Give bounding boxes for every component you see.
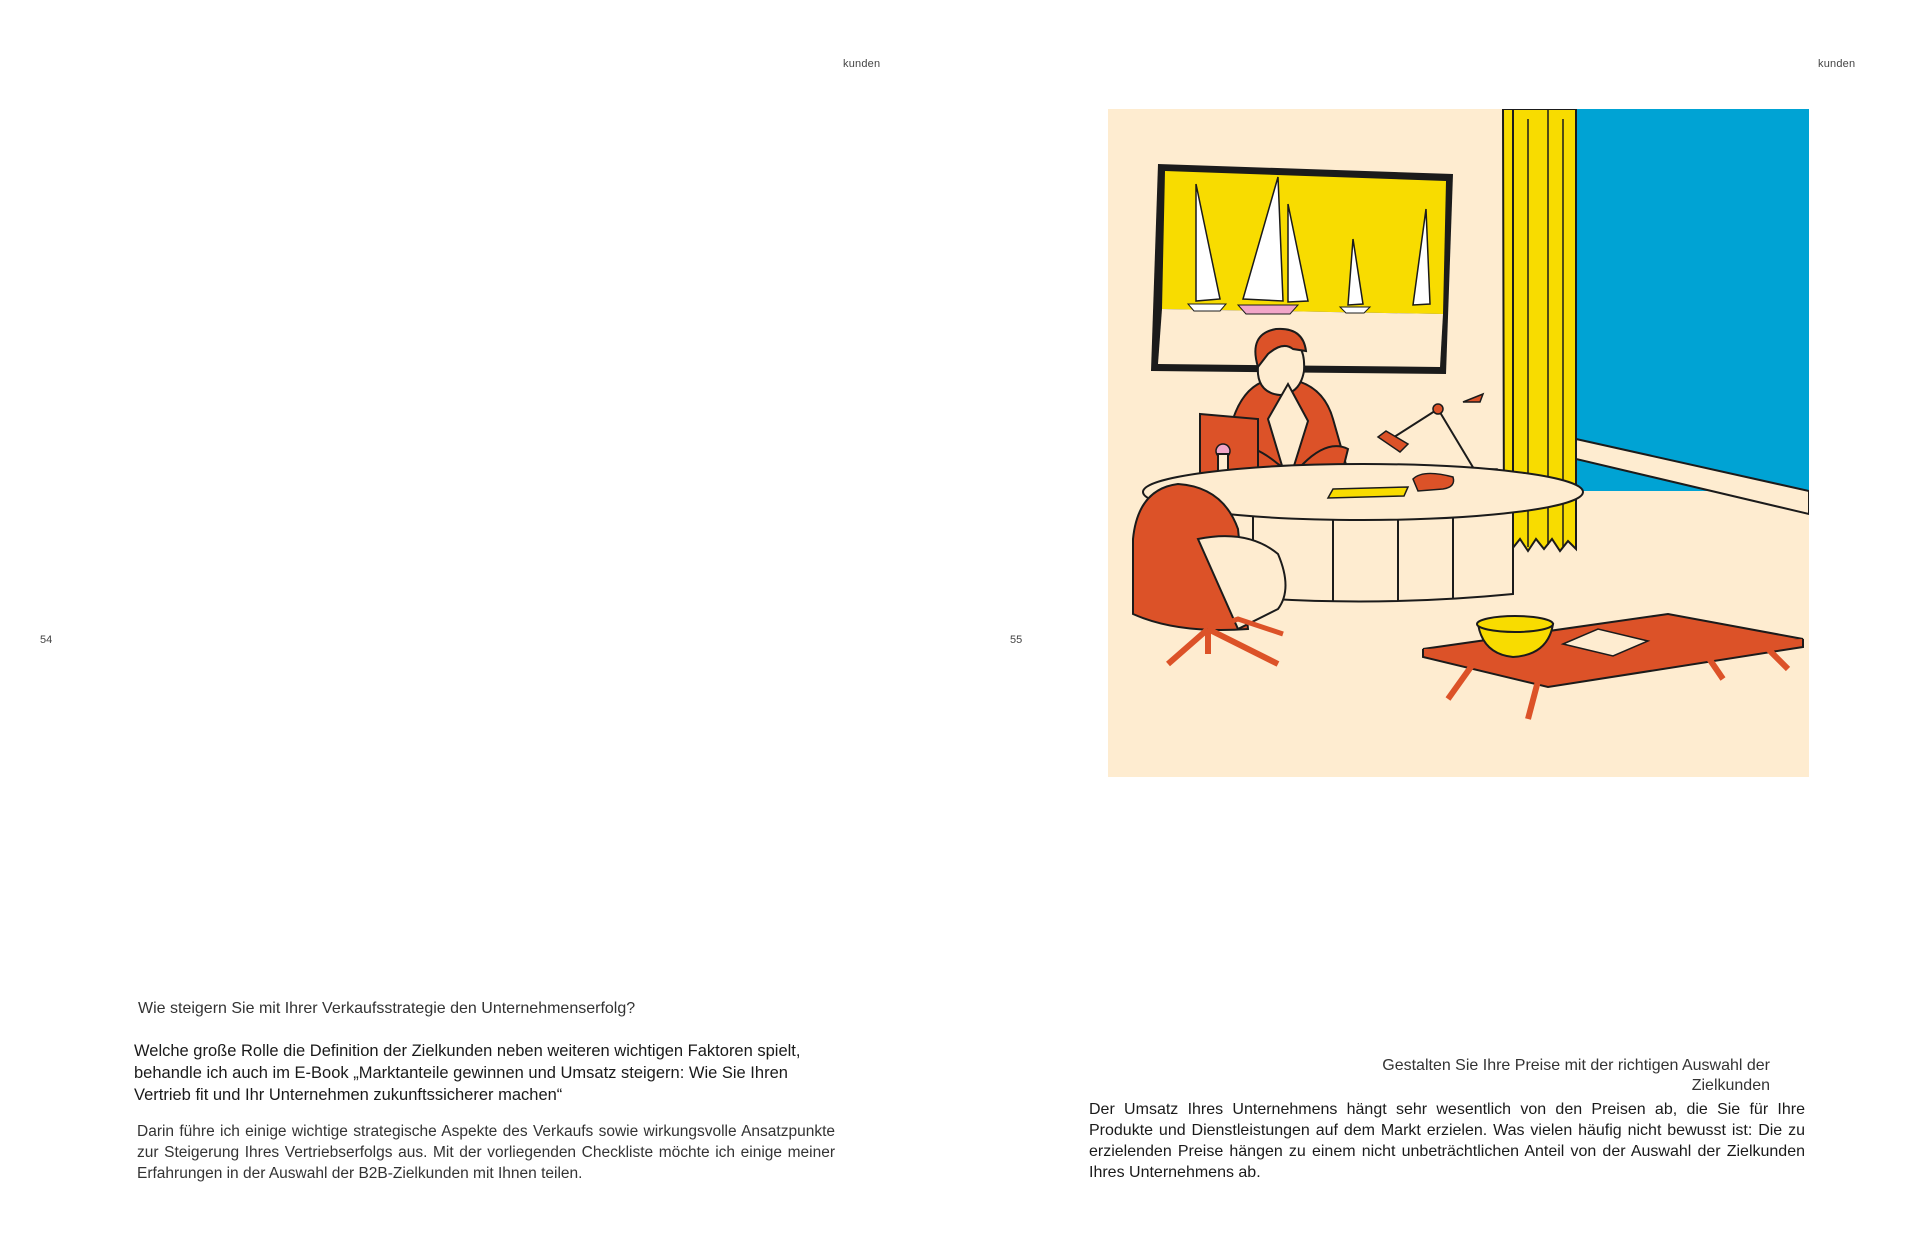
right-page [960, 0, 1920, 1252]
section-subheading: Wie steigern Sie mit Ihrer Verkaufsstrategie den Unternehmenserfolg? [138, 1000, 636, 1017]
page-number: 54 [40, 634, 53, 646]
running-head: kunden [1818, 58, 1856, 70]
section-subheading: Gestalten Sie Ihre Preise mit der richtigen Auswahl der Zielkunden [1382, 1057, 1770, 1094]
page-number: 55 [1010, 634, 1023, 646]
body-paragraph: Darin führe ich einige wichtige strategische Aspekte des Verkaufs sowie wirkungsvolle Ansatzpunkte zur Steigerung Ihres Vertriebserfolgs aus. Mit der vorliegenden Checkliste möchte ich einige meiner Erfahrungen in der Auswahl der B2B-Zielkunden mit Ihnen teilen. [137, 1123, 835, 1182]
lead-paragraph: Welche große Rolle die Definition der Zielkunden neben weiteren wichtigen Faktoren spielt, behandle ich auch im E-Book „Marktanteile gewinnen und Umsatz steigern: Wie Sie Ihren Vertrieb fit und Ihr Unternehmen zukunftssicherer machen“ [134, 1042, 801, 1104]
body-paragraph: Der Umsatz Ihres Unternehmens hängt sehr wesentlich von den Preisen ab, die Sie für Ihre Produkte und Dienstleistungen auf dem Markt erzielen. Was vielen häufig nicht bewusst ist: Die zu erzielenden Preise hängen zu einem nicht unbeträchtlichen Anteil von der Auswahl der Zielkunden Ihres Unternehmens ab. [1089, 1101, 1805, 1181]
office-scene-image [1108, 109, 1809, 777]
running-head: kunden [843, 58, 881, 70]
office-illustration [1108, 109, 1809, 777]
window-sky [1576, 109, 1809, 491]
